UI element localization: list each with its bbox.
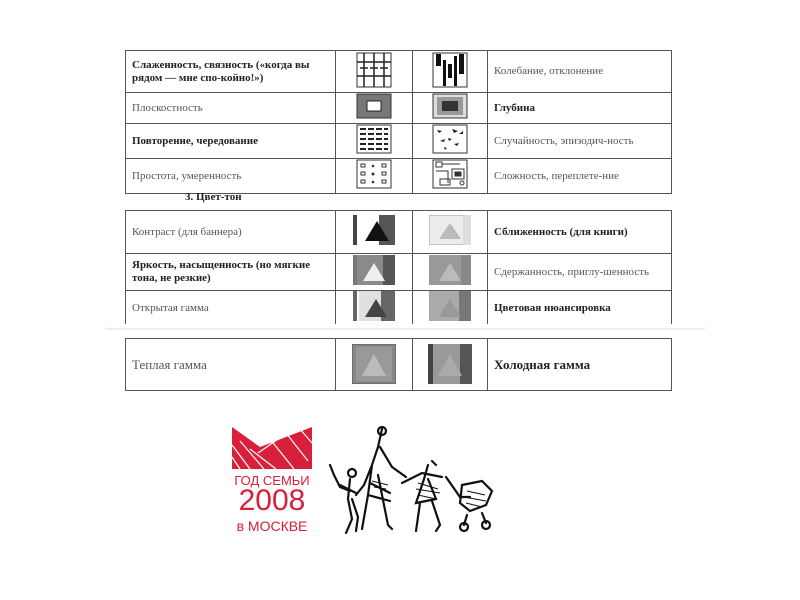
row-label-right: Сдержанность, приглу-шенность xyxy=(488,254,672,291)
logo-line-1: ГОД СЕМЬИ xyxy=(234,473,310,488)
table-row xyxy=(126,159,672,194)
row-label-right: Холодная гамма xyxy=(488,339,672,391)
row-label-left: Открытая гамма xyxy=(126,291,336,326)
row-label-left: Повторение, чередование xyxy=(126,124,336,159)
table-row xyxy=(126,339,672,391)
bright-swatch-icon xyxy=(336,254,413,291)
random-marks-pattern-icon xyxy=(413,124,488,159)
row-label-left: Яркость, насыщенность (но мягкие тона, не резкие) xyxy=(126,254,336,291)
warm-cold-table xyxy=(125,338,672,391)
row-label-right: Случайность, эпизодич-ность xyxy=(488,124,672,159)
table-row xyxy=(126,124,672,159)
close-tones-swatch-icon xyxy=(413,211,488,254)
nested-squares-pattern-icon xyxy=(413,93,488,124)
year-of-family-logo xyxy=(230,425,315,537)
table-row xyxy=(126,51,672,93)
grid-lines-pattern-icon xyxy=(336,51,413,93)
nuance-swatch-icon xyxy=(413,291,488,326)
row-label-left: Слаженность, связность («когда вы рядом — мне спо-койно!») xyxy=(126,51,336,93)
cold-swatch-icon xyxy=(413,339,488,391)
section-heading: 3. Цвет-тон xyxy=(185,191,242,203)
row-label-left: Плоскостность xyxy=(126,93,336,124)
repeated-marks-pattern-icon xyxy=(336,124,413,159)
family-dancers-illustration xyxy=(322,425,497,537)
row-label-right: Цветовая нюансировка xyxy=(488,291,672,326)
table-row xyxy=(126,291,672,326)
complex-pattern-icon xyxy=(413,159,488,194)
logo-emblem-icon xyxy=(230,425,314,470)
row-label-left: Простота, умеренность xyxy=(126,159,336,194)
row-label-right: Колебание, отклонение xyxy=(488,51,672,93)
row-label-left: Теплая гамма xyxy=(126,339,336,391)
row-label-right: Сближенность (для книги) xyxy=(488,211,672,254)
contrast-swatch-icon xyxy=(336,211,413,254)
row-label-right: Сложность, переплете-ние xyxy=(488,159,672,194)
simple-dots-pattern-icon xyxy=(336,159,413,194)
open-gamut-swatch-icon xyxy=(336,291,413,326)
irregular-bars-pattern-icon xyxy=(413,51,488,93)
muted-swatch-icon xyxy=(413,254,488,291)
table-row xyxy=(126,93,672,124)
color-table xyxy=(125,210,672,326)
row-label-left: Контраст (для баннера) xyxy=(126,211,336,254)
table-row xyxy=(126,211,672,254)
composition-table xyxy=(125,50,672,194)
logo-line-2: 2008 xyxy=(238,484,306,517)
flat-square-pattern-icon xyxy=(336,93,413,124)
logo-line-3: в МОСКВЕ xyxy=(236,518,308,534)
divider xyxy=(105,324,705,328)
row-label-right: Глубина xyxy=(488,93,672,124)
table-row xyxy=(126,254,672,291)
warm-swatch-icon xyxy=(336,339,413,391)
